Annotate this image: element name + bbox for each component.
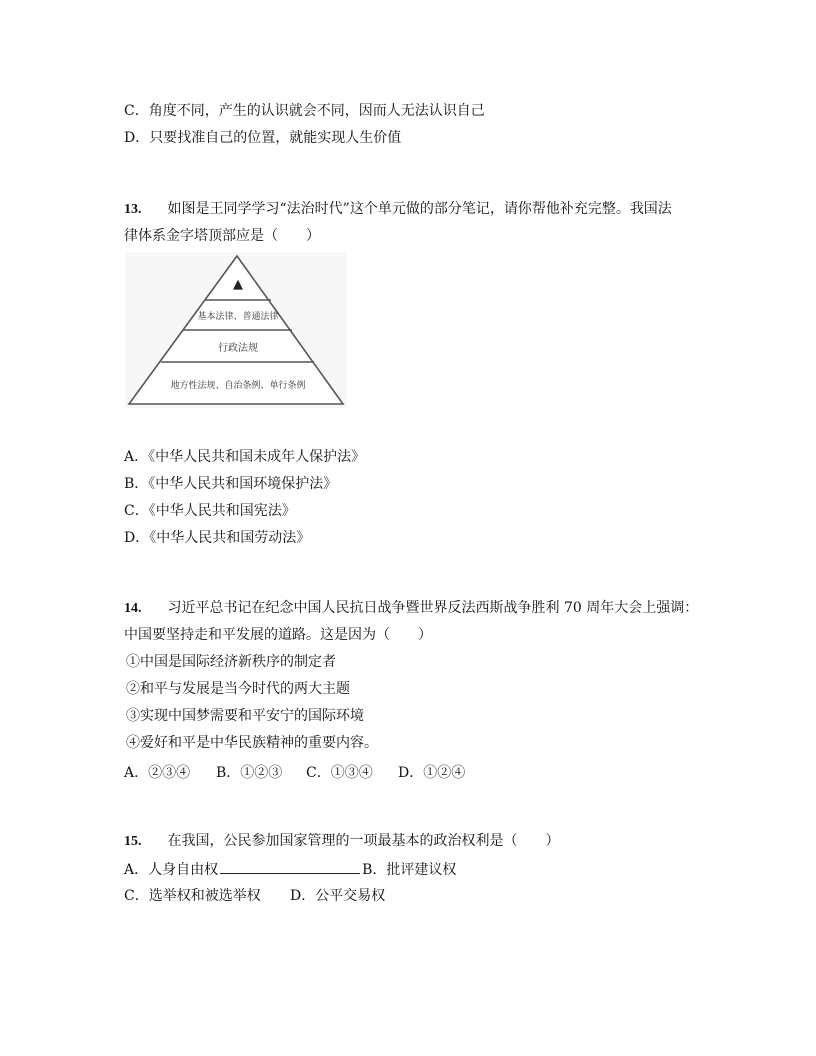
q12-option-d: D．只要找准自己的位置，就能实现人生价值: [124, 130, 402, 146]
q14-item-4: ④爱好和平是中华民族精神的重要内容。: [126, 735, 378, 751]
q14-stem-line2: 中国要坚持走和平发展的道路。这是因为（ ）: [124, 627, 432, 643]
q13-stem-line2: 律体系金字塔顶部应是（ ）: [124, 228, 320, 244]
q15-stem-text: 在我国，公民参加国家管理的一项最基本的政治权利是（ ）: [167, 833, 560, 849]
q15-underline-rule: [220, 859, 360, 874]
q13-option-c: C．《中华人民共和国宪法》: [124, 503, 296, 519]
q15-number: 15.: [124, 834, 142, 849]
law-system-pyramid-diagram: [125, 252, 347, 408]
q13-option-b: B．《中华人民共和国环境保护法》: [124, 476, 338, 492]
q15-option-c: C．选举权和被选举权: [124, 888, 261, 904]
q14-stem-text: 习近平总书记在纪念中国人民抗日战争暨世界反法西斯战争胜利 70 周年大会上强调：: [167, 600, 699, 616]
q14-number: 14.: [124, 601, 142, 616]
pyramid-level-4: 地方性法规、自治条例、单行条例: [170, 381, 306, 391]
q14-option-c: C．①③④: [306, 765, 373, 781]
q14-item-1: ①中国是国际经济新秩序的制定者: [126, 654, 336, 670]
q14-item-3: ③实现中国梦需要和平安宁的国际环境: [126, 708, 364, 724]
q14-option-d: D．①②④: [398, 765, 466, 781]
q14-item-2: ②和平与发展是当今时代的两大主题: [126, 681, 350, 697]
q14-stem-line1: [124, 598, 698, 619]
q13-option-d: D．《中华人民共和国劳动法》: [124, 530, 311, 546]
pyramid-level-2: 基本法律、普通法律: [197, 312, 279, 322]
q14-option-a: A．②③④: [124, 765, 191, 781]
q13-stem-line1: [124, 199, 672, 220]
q14-option-b: B．①②③: [216, 765, 283, 781]
q13-number: 13.: [124, 202, 142, 217]
q15-option-a: A．人身自由权: [124, 862, 219, 878]
q15-option-d: D．公平交易权: [290, 888, 386, 904]
q15-stem-line: [124, 831, 560, 852]
q13-stem-text: 如图是王同学学习“法治时代”这个单元做的部分笔记，请你帮他补充完整。我国法: [167, 201, 672, 217]
pyramid-top-symbol: ▲: [233, 277, 243, 292]
q12-option-c: C．角度不同，产生的认识就会不同，因而人无法认识自己: [124, 103, 485, 119]
pyramid-level-3: 行政法规: [218, 343, 258, 354]
q15-options-row-2: [124, 886, 385, 906]
q14-options-row: [124, 763, 465, 783]
q15-option-b: B．批评建议权: [362, 862, 457, 878]
q15-options-row-1: [124, 859, 456, 880]
q13-option-a: A．《中华人民共和国未成年人保护法》: [124, 449, 366, 465]
